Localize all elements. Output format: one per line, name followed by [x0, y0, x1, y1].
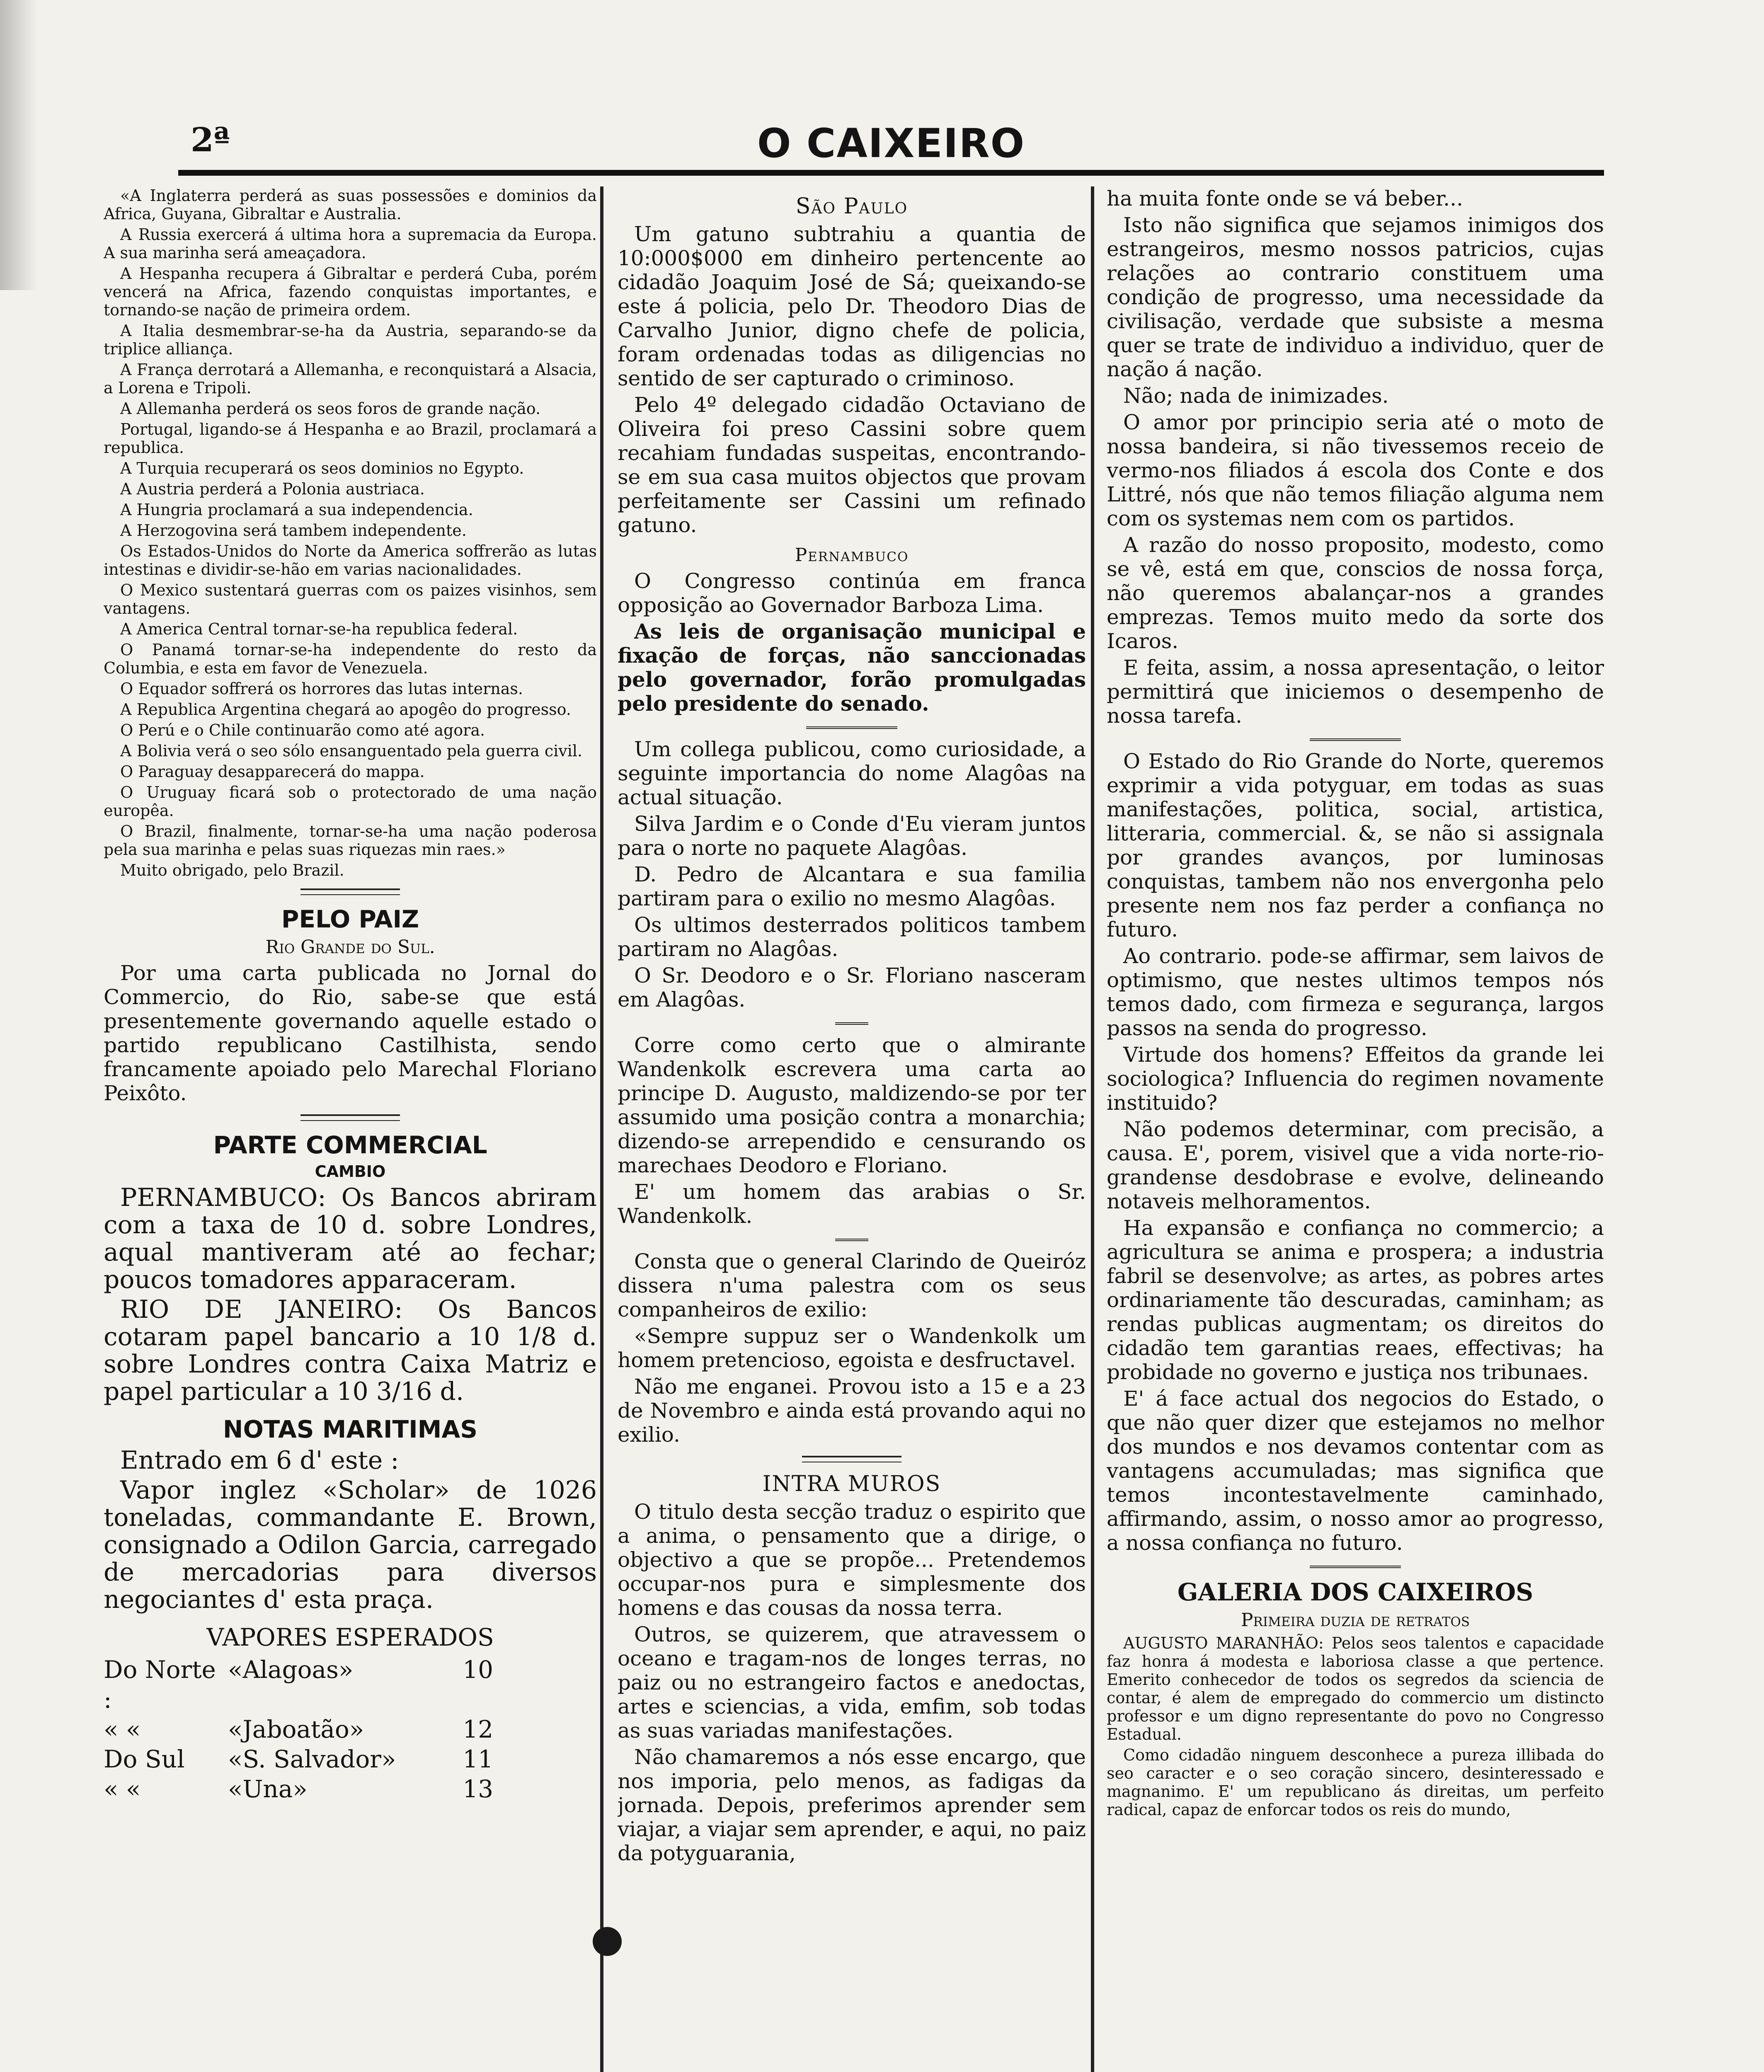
article-paragraph: O Estado do Rio Grande do Norte, queremos exprimir a vida potyguar, em todas as suas manifestações, politica, social, artistica, litteraria, commercial. &, se não si assignala por grandes avanços, por luminosas conquistas, tambem não nos envergonha pelo presente nem nos faz perder a confiança no futuro.	[1107, 749, 1604, 942]
column-1	[104, 186, 597, 1804]
prophecy-item: O Mexico sustentará guerras com os paizes visinhos, sem vantagens.	[104, 581, 597, 617]
prophecy-item: O Brazil, finalmente, tornar-se-ha uma nação poderosa pela sua marinha e pelas suas riquezas min raes.»	[104, 822, 597, 859]
separator	[300, 1114, 400, 1121]
pelo-paiz-title: PELO PAIZ	[281, 905, 419, 933]
table-row: « « «Una» 13	[104, 1775, 493, 1803]
separator	[835, 1020, 868, 1025]
article-paragraph: Corre como certo que o almirante Wandenkolk escrevera uma carta ao principe D. Augusto, maldizendo-se por ter assumido uma posição contra a monarchia; dizendo-se arrependido e censurando os marechaes Deodoro e Floriano.	[618, 1033, 1086, 1177]
column-divider	[1091, 186, 1094, 2072]
column-3	[1107, 186, 1604, 1821]
pelo-paiz-subtitle: Rio Grande do Sul.	[265, 937, 435, 958]
separator	[1310, 736, 1401, 741]
commercial-title: PARTE COMMERCIAL	[213, 1131, 487, 1159]
separator	[835, 1236, 868, 1241]
article-paragraph: E' um homem das arabias o Sr. Wandenkolk.	[618, 1180, 1086, 1228]
prophecy-item: A França derrotará a Allemanha, e reconquistará a Alsacia, a Lorena e Tripoli.	[104, 361, 597, 397]
maritime-intro: Entrado em 6 d' este :	[120, 1446, 399, 1475]
prophecy-item: A Italia desmembrar-se-ha da Austria, separando-se da triplice alliança.	[104, 322, 597, 358]
article-paragraph: Um gatuno subtrahiu a quantia de 10:000$000 em dinheiro pertencente ao cidadão Joaquim José de Sá; queixando-se este á policia, pelo Dr. Theodoro Dias de Carvalho Junior, digno chefe de policia, foram ordenadas todas as diligencias no sentido de ser capturado o criminoso.	[618, 222, 1086, 390]
prophecy-item: A Herzogovina será tambem independente.	[120, 521, 467, 540]
article-paragraph: Ha expansão e confiança no commercio; a agricultura se anima e prospera; a industria fabril se desenvolve; as artes, as pobres artes ordinariamente tão descuradas, caminham; as rendas publicas augmentam; os direitos do cidadão tem garantias reaes, effectivas; ha probidade no governo e justiça nos tribunaes.	[1107, 1216, 1604, 1384]
article-paragraph: Pelo 4º delegado cidadão Octaviano de Oliveira foi preso Cassini sobre quem recahiam fundadas suspeitas, encontrando-se em sua casa muitos objectos que provam perfeitamente ser Cassini um refinado gatuno.	[618, 393, 1086, 537]
article-paragraph: O amor por principio seria até o moto de nossa bandeira, si não tivessemos receio de vermo-nos filiados á escola dos Conte e dos Littré, nós que não temos filiação alguma nem com os systemas nem com os partidos.	[1107, 410, 1604, 530]
maritime-text: Vapor inglez «Scholar» de 1026 toneladas, commandante E. Brown, consignado a Odilon Garcia, carregado de mercadorias para diversos negociantes d' esta praça.	[104, 1476, 597, 1614]
article-paragraph: Silva Jardim e o Conde d'Eu vieram juntos para o norte no paquete Alagôas.	[618, 812, 1086, 860]
article-paragraph: E' á face actual dos negocios do Estado, o que não quer dizer que estejamos no melhor dos mundos e nos devamos contentar com as vantagens accumuladas; mas significa que temos incontestavelmente caminhado, affirmando, assim, o nosso amor ao progresso, a nossa confiança no futuro.	[1107, 1387, 1604, 1555]
prophecy-item: A Hespanha recupera á Gibraltar e perderá Cuba, porém vencerá na Africa, fazendo conquistas importantes, e tornando-se nação de primeira ordem.	[104, 264, 597, 319]
article-paragraph: D. Pedro de Alcantara e sua familia partiram para o exilio no mesmo Alagôas.	[618, 862, 1086, 910]
table-row: « « «Jaboatão» 12	[104, 1715, 493, 1743]
article-paragraph: Como cidadão ninguem desconhece a pureza illibada do seo caracter e o seo coração sincero, desinteressado e magnanimo. E' um republicano ás direitas, um perfeito radical, capaz de enforcar todos os reis do mundo,	[1107, 1746, 1604, 1819]
prophecy-list	[104, 186, 597, 879]
article-paragraph: «Sempre suppuz ser o Wandenkolk um homem pretencioso, egoista e desfructavel.	[618, 1324, 1086, 1372]
article-paragraph: Outros, se quizerem, que atravessem o oceano e tragam-nos de longes terras, no paiz ou no estrangeiro factos e anedoctas, artes e sciencias, a vida, emfim, sob todas as suas variadas manifestações.	[618, 1622, 1086, 1743]
page-number: 2ª	[191, 120, 230, 159]
page-header	[178, 120, 1604, 182]
table-row: Do Norte : «Alagoas» 10	[104, 1656, 493, 1714]
article-paragraph: Consta que o general Clarindo de Queiróz dissera n'uma palestra com os seus companheiros de exilio:	[618, 1249, 1086, 1322]
article-paragraph: ha muita fonte onde se vá beber...	[1107, 186, 1463, 211]
column-2	[618, 186, 1086, 1868]
article-paragraph: Não; nada de inimizades.	[1123, 384, 1389, 408]
article-paragraph: Virtude dos homens? Effeitos da grande lei sociologica? Influencia do regimen novamente instituido?	[1107, 1043, 1604, 1115]
vapores-table	[104, 1655, 597, 1804]
maritime-title: NOTAS MARITIMAS	[223, 1415, 478, 1443]
prophecy-item: A Bolivia verá o seo sólo ensanguentado pela guerra civil.	[120, 742, 583, 760]
prophecy-item: A Turquia recuperará os seos dominios no Egypto.	[120, 459, 524, 477]
article-paragraph: Ao contrario. pode-se affirmar, sem laivos de optimismo, que nestes ultimos tempos nós temos dado, com firmeza e segurança, largos passos na senda do progresso.	[1107, 944, 1604, 1040]
article-paragraph: A razão do nosso proposito, modesto, como se vê, está em que, conscios de nossa força, não queremos abalançar-nos a grandes emprezas. Temos muito medo da sorte dos Icaros.	[1107, 533, 1604, 653]
separator	[1310, 1563, 1401, 1568]
header-rule	[178, 170, 1604, 176]
article-paragraph: Não podemos determinar, com precisão, a causa. E', porem, visivel que a vida norte-rio-grandense desdobrase e evolve, delineando notaveis melhoramentos.	[1107, 1117, 1604, 1213]
intra-muros-title: INTRA MUROS	[762, 1472, 941, 1496]
prophecy-item: A Austria perderá a Polonia austriaca.	[120, 480, 425, 498]
ink-blot	[593, 1927, 622, 1956]
prophecy-item: «A Inglaterra perderá as suas possessões e dominios da Africa, Guyana, Gibraltar e Australia.	[104, 186, 597, 223]
prophecy-item: A Russia exercerá á ultima hora a supremacia da Europa. A sua marinha será ameaçadora.	[104, 225, 597, 262]
article-paragraph: AUGUSTO MARANHÃO: Pelos seos talentos e capacidade faz honra á modesta e laboriosa classe a que pertence. Emerito conhecedor de todos os segredos da sciencia de contar, é alem de empregado do commercio um distincto professor e um digno representante do povo no Congresso Estadual.	[1107, 1634, 1604, 1743]
article-paragraph: O Congresso continúa em franca opposição ao Governador Barboza Lima.	[618, 569, 1086, 617]
prophecy-item: A Republica Argentina chegará ao apogêo do progresso.	[120, 700, 571, 719]
article-paragraph: As leis de organisação municipal e fixação de forças, não sanccionadas pelo governador, forão promulgadas pelo presidente do senado.	[618, 619, 1086, 716]
article-paragraph: E feita, assim, a nossa apresentação, o leitor permittirá que iniciemos o desempenho de nossa tarefa.	[1107, 656, 1604, 728]
sao-paulo-title: São Paulo	[795, 194, 908, 219]
article-paragraph: Isto não significa que sejamos inimigos dos estrangeiros, mesmo nossos patricios, cujas relações ao contrario constituem uma condição de progresso, uma necessidade da civilisação, verdade que subsiste a mesma quer se trate de individuo a individuo, quer de nação á nação.	[1107, 213, 1604, 381]
pernambuco-title: Pernambuco	[795, 545, 909, 566]
article-paragraph: O titulo desta secção traduz o espirito que a anima, o pensamento que a dirige, o objectivo a que se propõe... Pretendemos occupar-nos pura e simplesmente dos homens e das cousas da nossa terra.	[618, 1500, 1086, 1620]
prophecy-item: O Panamá tornar-se-ha independente do resto da Columbia, e esta em favor de Venezuela.	[104, 641, 597, 677]
page-stain	[0, 0, 37, 290]
commercial-subtitle: CAMBIO	[315, 1162, 386, 1181]
commercial-pernambuco: PERNAMBUCO: Os Bancos abriram com a taxa de 10 d. sobre Londres, aqual mantiveram até ao fechar; poucos tomadores apparaceram.	[104, 1183, 597, 1294]
prophecy-item: A America Central tornar-se-ha republica federal.	[120, 620, 518, 638]
prophecy-item: Portugal, ligando-se á Hespanha e ao Brazil, proclamará a republica.	[104, 420, 597, 457]
separator	[806, 724, 897, 729]
prophecy-item: A Hungria proclamará a sua independencia.	[120, 501, 473, 519]
article-paragraph: Os ultimos desterrados politicos tambem partiram no Alagôas.	[618, 913, 1086, 961]
separator	[802, 1456, 901, 1462]
article-paragraph: O Sr. Deodoro e o Sr. Floriano nasceram em Alagôas.	[618, 963, 1086, 1012]
masthead: O CAIXEIRO	[757, 120, 1025, 167]
prophecy-item: O Perú e o Chile continuarão como até agora.	[120, 721, 485, 739]
pelo-paiz-text: Por uma carta publicada no Jornal do Commercio, do Rio, sabe-se que está presentemente governando aquelle estado o partido republicano Castilhista, sendo francamente apoiado pelo Marechal Floriano Peixôto.	[104, 961, 597, 1105]
prophecy-item: Os Estados-Unidos do Norte da America soffrerão as lutas intestinas e dividir-se-hão em varias nacionalidades.	[104, 542, 597, 579]
table-row: Do Sul «S. Salvador» 11	[104, 1745, 493, 1773]
galeria-title: GALERIA DOS CAIXEIROS	[1177, 1578, 1534, 1606]
prophecy-item: O Equador soffrerá os horrores das lutas internas.	[120, 680, 523, 698]
prophecy-item: A Allemanha perderá os seos foros de grande nação.	[120, 399, 541, 418]
column-divider	[600, 186, 603, 2072]
prophecy-item: O Uruguay ficará sob o protectorado de uma nação europêa.	[104, 783, 597, 820]
article-paragraph: Não chamaremos a nós esse encargo, que nos imporia, pelo menos, as fadigas da jornada. Depois, preferimos aprender sem viajar, a viajar sem aprender, e aqui, no paiz da potyguarania,	[618, 1745, 1086, 1865]
galeria-subtitle: Primeira duzia de retratos	[1241, 1610, 1470, 1631]
prophecy-item: Muito obrigado, pelo Brazil.	[120, 861, 344, 879]
article-paragraph: Um collega publicou, como curiosidade, a seguinte importancia do nome Alagôas na actual situação.	[618, 737, 1086, 809]
article-paragraph: Não me enganei. Provou isto a 15 e a 23 de Novembro e ainda está provando aqui no exilio.	[618, 1375, 1086, 1447]
prophecy-item: O Paraguay desapparecerá do mappa.	[120, 762, 425, 781]
separator	[300, 888, 400, 895]
commercial-rio: RIO DE JANEIRO: Os Bancos cotaram papel bancario a 10 1/8 d. sobre Londres contra Caixa Matriz e papel particular a 10 3/16 d.	[104, 1295, 597, 1406]
vapores-title: VAPORES ESPERADOS	[206, 1623, 494, 1651]
